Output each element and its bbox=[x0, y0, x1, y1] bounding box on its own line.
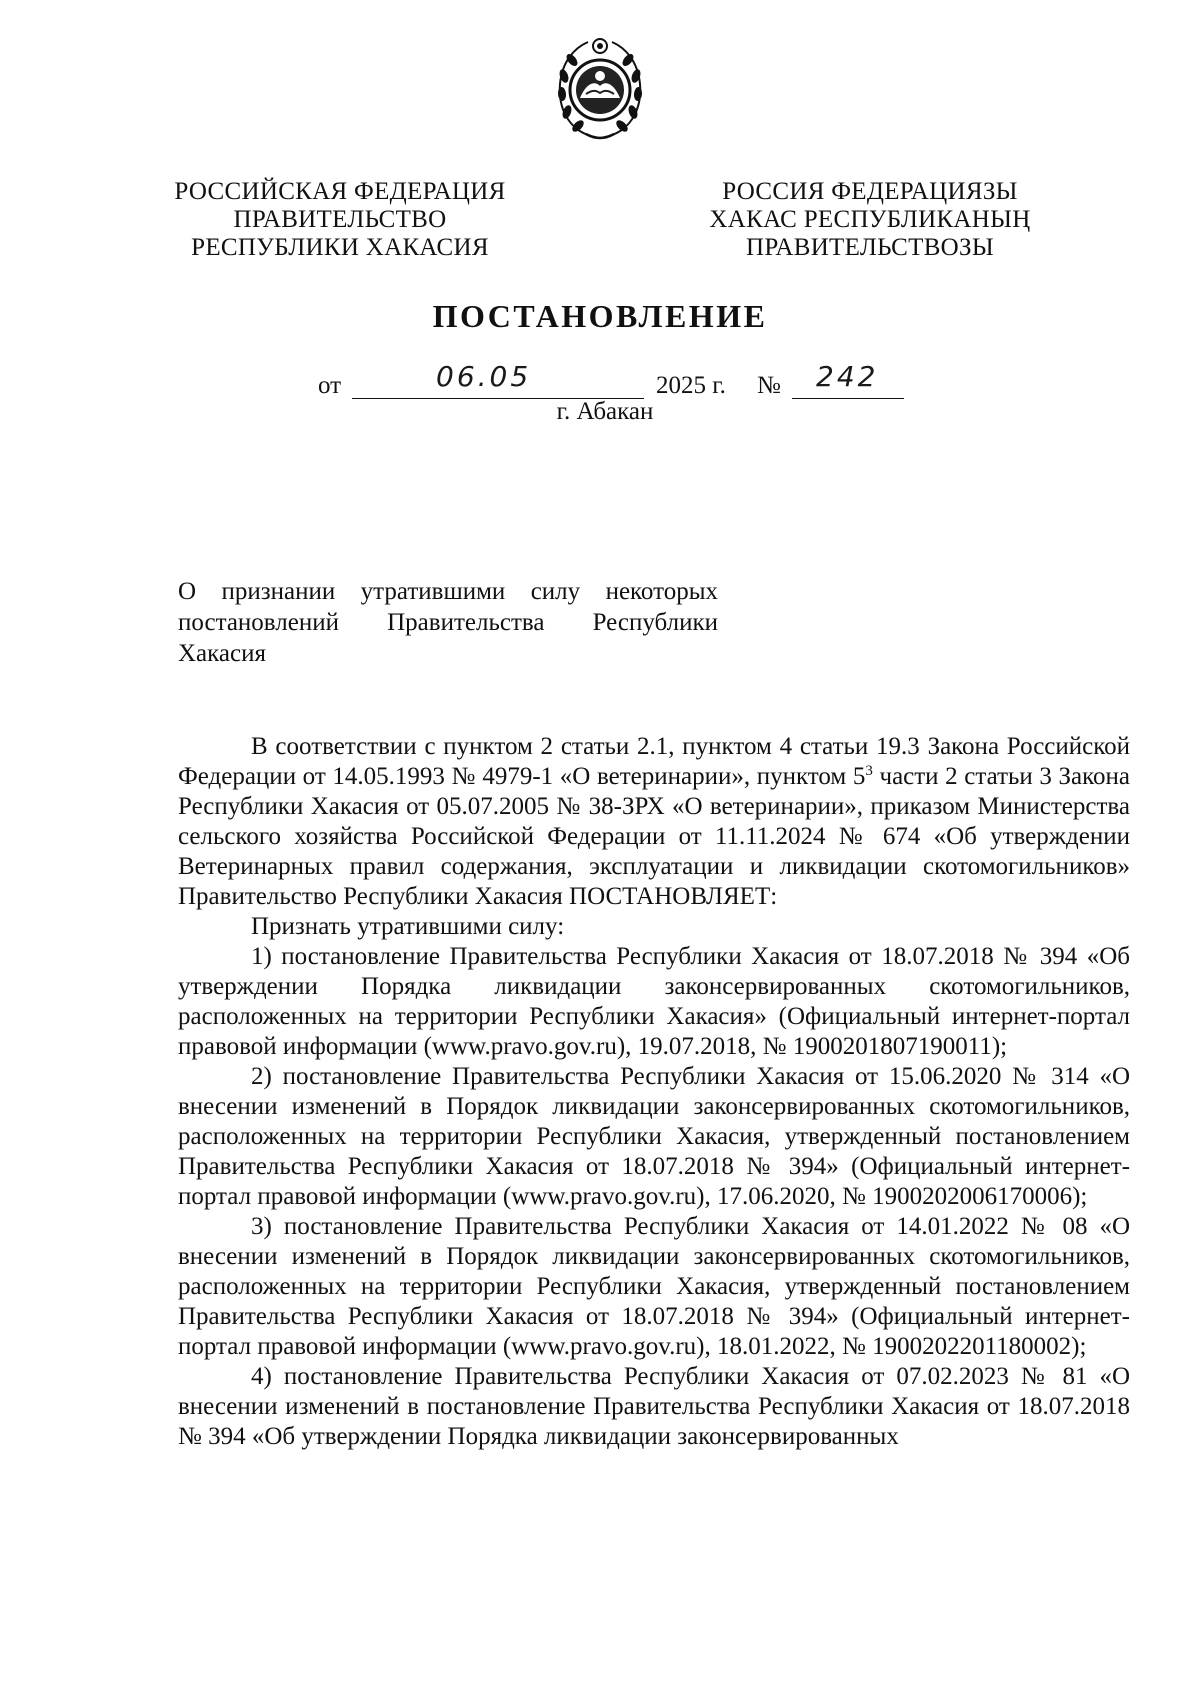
header-left bbox=[170, 178, 510, 262]
header-left-line-3: РЕСПУБЛИКИ ХАКАСИЯ bbox=[191, 234, 489, 261]
subject-line-2: постановлений Правительства Республики bbox=[178, 609, 718, 636]
document-body bbox=[178, 732, 1130, 1452]
preamble-part-1: В соответствии с пунктом 2 статьи 2.1, пунктом 4 статьи 19.3 Закона Российской Федерации от 14.05.1993 № 4979-1 «О ветеринарии», пунктом 5 bbox=[178, 733, 1130, 790]
number-label: № bbox=[757, 372, 781, 399]
date-handwritten: 06.05 bbox=[436, 360, 532, 393]
recognize-paragraph: Признать утратившими силу: bbox=[251, 913, 565, 940]
coat-of-arms-emblem bbox=[552, 36, 648, 144]
list-item-1: 1) постановление Правительства Республики Хакасия от 18.07.2018 № 394 «Об утверждении Порядка ликвидации законсервированных скотомогильников, расположенных на территории Республики Хакасия» (Официальный интернет-портал правовой информации (www.pravo.gov.ru), 19.07.2018, № 1900201807190011); bbox=[178, 943, 1130, 1060]
subject-line-3: Хакасия bbox=[178, 640, 266, 667]
header-right-line-2: ХАКАС РЕСПУБЛИКАНЫҢ bbox=[709, 206, 1031, 233]
list-item-3: 3) постановление Правительства Республики Хакасия от 14.01.2022 № 08 «О внесении изменений в Порядок ликвидации законсервированных скотомогильников, расположенных на территории Республики Хакасия, утвержденный постановлением Правительства Республики Хакасия от 18.07.2018 № 394» (Официальный интернет-портал правовой информации (www.pravo.gov.ru), 18.01.2022, № 1900202201180002); bbox=[178, 1213, 1130, 1360]
document-title: ПОСТАНОВЛЕНИЕ bbox=[432, 298, 768, 334]
number-handwritten: 242 bbox=[816, 360, 879, 393]
list-item-4: 4) постановление Правительства Республики Хакасия от 07.02.2023 № 81 «О внесении изменений в постановление Правительства Республики Хакасия от 18.07.2018 № 394 «Об утверждении Порядка ликвидации законсервированных bbox=[178, 1363, 1130, 1450]
subject-line-1: О признании утратившими силу некоторых bbox=[178, 578, 718, 605]
header-left-line-1: РОССИЙСКАЯ ФЕДЕРАЦИЯ bbox=[174, 178, 506, 205]
preamble-paragraph bbox=[178, 732, 1130, 912]
preamble-part-2: части 2 статьи 3 Закона Республики Хакасия от 05.07.2005 № 38-ЗРХ «О ветеринарии», приказом Министерства сельского хозяйства Российской Федерации от 11.11.2024 № 674 «Об утверждении Ветеринарных правил содержания, эксплуатации и ликвидации скотомогильников» Правительство Республики Хакасия ПОСТАНОВЛЯЕТ: bbox=[178, 763, 1130, 910]
header-right-line-1: РОССИЯ ФЕДЕРАЦИЯЗЫ bbox=[722, 178, 1018, 205]
header-left-line-2: ПРАВИТЕЛЬСТВО bbox=[233, 206, 447, 233]
preamble-superscript: 3 bbox=[865, 763, 873, 779]
document-subject bbox=[178, 576, 718, 669]
header-right bbox=[700, 178, 1040, 262]
number-underline bbox=[792, 360, 904, 399]
header-right-line-3: ПРАВИТЕЛЬСТВОЗЫ bbox=[746, 234, 994, 261]
list-item-2: 2) постановление Правительства Республики Хакасия от 15.06.2020 № 314 «О внесении изменений в Порядок ликвидации законсервированных скотомогильников, расположенных на территории Республики Хакасия, утвержденный постановлением Правительства Республики Хакасия от 18.07.2018 № 394» (Официальный интернет-портал правовой информации (www.pravo.gov.ru), 17.06.2020, № 1900202006170006); bbox=[178, 1063, 1130, 1210]
date-underline bbox=[352, 360, 644, 399]
date-from-label: от bbox=[318, 372, 342, 399]
place-name: г. Абакан bbox=[556, 398, 654, 425]
year-label: 2025 г. bbox=[656, 372, 726, 399]
